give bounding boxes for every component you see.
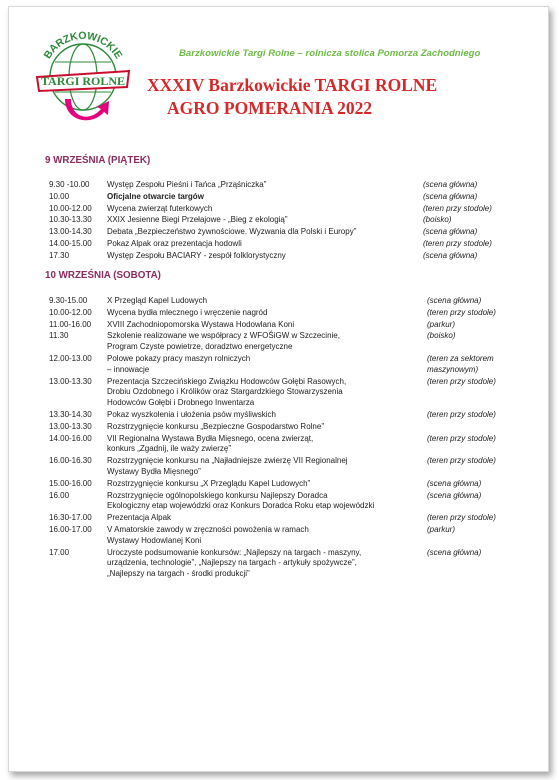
- event-location: [427, 354, 494, 376]
- event-time: 17.30: [49, 250, 70, 260]
- event-location-line: (scena główna): [427, 296, 482, 305]
- event-description: [107, 331, 417, 353]
- event-description-line: Oficjalne otwarcie targów: [107, 191, 204, 201]
- event-description-line: Prezentacja Alpak: [107, 513, 172, 523]
- event-description-line: „Najlepszy na targach - środki produkcji”: [107, 569, 250, 579]
- event-location: [423, 227, 477, 238]
- day-heading: 9 WRZEŚNIA (PIĄTEK): [45, 155, 151, 166]
- event-location-line: (teren przy stodole): [423, 203, 492, 213]
- event-description: [107, 548, 417, 580]
- event-location-line: (boisko): [423, 215, 452, 225]
- event-description-line: Prezentacja Szczecińskiego Związku Hodowców Gołębi Rasowych,: [107, 376, 347, 386]
- event-location-line: (teren przy stodole): [423, 239, 492, 248]
- event-description: [107, 422, 417, 433]
- event-location-line: (scena główna): [423, 191, 478, 201]
- event-description: [107, 192, 417, 203]
- event-location-line: (teren przy stodole): [427, 307, 496, 317]
- event-description: [107, 296, 417, 307]
- event-time: 16.00-16.30: [49, 456, 92, 466]
- event-description-line: Rozstrzygnięcie konkursu na „Najładniejsze zwierzę VII Regionalnej: [107, 456, 348, 466]
- event-time: 12.00-13.00: [49, 354, 92, 363]
- event-description-line: Pokaz wyszkolenia i ułożenia psów myśliwskich: [107, 410, 276, 419]
- event-location: [423, 204, 492, 215]
- event-description-line: VII Regionalna Wystawa Bydła Mięsnego, ocena zwierząt,: [107, 433, 314, 443]
- event-description: [107, 354, 417, 376]
- event-location-line: (boisko): [427, 331, 456, 341]
- event-description-line: Rozstrzygnięcie konkursu „X Przeglądu Kapel Ludowych”: [107, 478, 311, 488]
- event-time: 9.30 -10.00: [49, 180, 90, 189]
- event-description-line: Pokaz Alpak oraz prezentacja hodowli: [107, 239, 242, 248]
- tagline: Barzkowickie Targi Rolne – rolnicza stolica Pomorza Zachodniego: [179, 48, 481, 59]
- event-description-line: Debata „Bezpieczeństwo żywnościowe. Wyzwania dla Polski i Europy”: [107, 227, 357, 237]
- event-location-line: (scena główna): [423, 180, 478, 189]
- poster-sheet: [8, 6, 549, 772]
- event-location-line: (teren przy stodole): [427, 456, 496, 466]
- event-location: [427, 548, 481, 559]
- event-time: 11.30: [49, 331, 69, 341]
- event-location-line: (scena główna): [427, 478, 482, 488]
- event-description-line: X Przegląd Kapel Ludowych: [107, 296, 208, 305]
- event-description: [107, 204, 417, 215]
- event-location-line: (teren przy stodole): [427, 513, 496, 523]
- event-description-line: Rozstrzygnięcie ogólnopolskiego konkursu Najlepszy Doradca: [107, 490, 328, 500]
- event-description-line: Rozstrzygnięcie konkursu „Bezpieczne Gospodarstwo Rolne”: [107, 421, 324, 431]
- event-description-line: V Amatorskie zawody w zręczności powożenia w ramach: [107, 525, 309, 534]
- event-time: 13.00-13.30: [49, 421, 92, 431]
- event-description-line: Wystawy Bydła Mięsnego”: [107, 466, 201, 476]
- event-time: 9.30-15.00: [49, 296, 88, 305]
- event-description: [107, 377, 417, 409]
- event-description-line: Wystawy Hodowlanej Koni: [107, 535, 202, 545]
- event-description-line: Drobiu Ozdobnego i Królików oraz Stargardzkiego Stowarzyszenia: [107, 387, 343, 397]
- event-description: [107, 525, 417, 547]
- event-location-line: (scena główna): [427, 547, 482, 557]
- event-description: [107, 215, 417, 226]
- event-description-line: Ekologiczny etap wojewódzki oraz Konkurs Doradca Roku etap wojewódzki: [107, 501, 375, 511]
- event-description: [107, 491, 417, 513]
- event-location-line: (teren przy stodole): [427, 410, 496, 419]
- event-location-line: (teren przy stodole): [427, 433, 496, 443]
- event-description-line: Występ Zespołu Pieśni i Tańca „Prząśniczka”: [107, 180, 267, 189]
- page-title: [147, 74, 527, 120]
- event-description: [107, 513, 417, 524]
- event-description-line: Wycena bydła mlecznego i wręczenie nagród: [107, 307, 268, 317]
- event-description-line: Polowe pokazy pracy maszyn rolniczych: [107, 354, 251, 363]
- event-description: [107, 479, 417, 490]
- event-location: [423, 215, 451, 226]
- event-description-line: Szkolenie realizowane we współpracy z WFOŚiGW w Szczecinie,: [107, 331, 340, 341]
- event-location-line: (parkur): [427, 319, 456, 329]
- day-heading: 10 WRZEŚNIA (SOBOTA): [45, 270, 161, 281]
- event-time: 14.00-16.00: [49, 433, 92, 443]
- event-location: [427, 296, 481, 307]
- event-location: [423, 251, 477, 262]
- event-location-line: (scena główna): [423, 250, 478, 260]
- event-description: [107, 239, 417, 250]
- event-location: [423, 180, 477, 191]
- event-description-line: urządzenia, technologie”, „Najlepszy na targach - artykuły spożywcze”,: [107, 558, 357, 568]
- event-location-line: (teren przy stodole): [427, 376, 496, 386]
- event-time: 16.00: [49, 490, 70, 500]
- event-time: 10.00-12.00: [49, 203, 92, 213]
- event-time: 10.00: [49, 191, 70, 201]
- event-time: 13.00-13.30: [49, 376, 92, 386]
- event-description: [107, 180, 417, 191]
- event-time: 13.00-14.30: [49, 227, 92, 237]
- event-description-line: Uroczyste podsumowanie konkursów: „Najlepszy na targach - maszyny,: [107, 547, 362, 557]
- event-description-line: XXIX Jesienne Biegi Przełajowe - „Bieg z ekologią”: [107, 215, 288, 225]
- event-description: [107, 434, 417, 456]
- event-time: 10.00-12.00: [49, 307, 92, 317]
- event-location: [423, 239, 492, 250]
- event-location: [427, 479, 481, 490]
- event-location: [427, 491, 481, 502]
- event-time: 10.30-13.30: [49, 215, 92, 225]
- event-time: 15.00-16.00: [49, 478, 92, 488]
- event-description-line: Wycena zwierząt futerkowych: [107, 203, 213, 213]
- event-time: 16.30-17.00: [49, 513, 92, 523]
- event-description-line: – innowacje: [107, 364, 150, 374]
- event-location: [427, 513, 496, 524]
- event-description: [107, 227, 417, 238]
- event-description: [107, 410, 417, 421]
- event-location-line: maszynowym): [427, 364, 479, 374]
- event-description-line: konkurs „Zgadnij, ile waży zwierzę”: [107, 444, 232, 454]
- event-location: [427, 434, 496, 445]
- event-location: [427, 410, 496, 421]
- event-time: 16.00-17.00: [49, 525, 92, 534]
- event-description: [107, 320, 417, 331]
- event-location-line: (teren za sektorem: [427, 354, 494, 363]
- event-location-line: (scena główna): [427, 490, 482, 500]
- event-location-line: (parkur): [427, 525, 456, 534]
- event-time: 13.30-14.30: [49, 410, 92, 419]
- event-location: [427, 525, 455, 536]
- event-location: [427, 377, 496, 388]
- event-description-line: Hodowców Gołębi i Drobnego Inwentarza: [107, 398, 255, 408]
- logo-banner-text: TARGI ROLNE: [40, 74, 126, 88]
- event-location: [427, 320, 455, 331]
- event-location: [427, 456, 496, 467]
- event-description-line: Program Czyste powietrze, doradztwo energetyczne: [107, 342, 293, 352]
- event-description: [107, 308, 417, 319]
- title-line-2: AGRO POMERANIA 2022: [167, 98, 373, 118]
- event-time: 11.00-16.00: [49, 319, 92, 329]
- event-time: 14.00-15.00: [49, 239, 92, 248]
- targi-rolne-logo: [31, 27, 135, 129]
- event-location: [423, 192, 477, 203]
- event-location-line: (scena główna): [423, 227, 478, 237]
- event-description: [107, 251, 417, 262]
- title-line-1: XXXIV Barzkowickie TARGI ROLNE: [147, 75, 438, 95]
- event-location: [427, 331, 455, 342]
- event-description: [107, 456, 417, 478]
- event-time: 17.00: [49, 547, 70, 557]
- event-description-line: Występ Zespołu BACIARY - zespół folklorystyczny: [107, 250, 286, 260]
- event-description-line: XVIII Zachodniopomorska Wystawa Hodowlana Koni: [107, 319, 295, 329]
- svg-text:BARZKOWICKIE: BARZKOWICKIE: [41, 29, 125, 62]
- event-location: [427, 308, 496, 319]
